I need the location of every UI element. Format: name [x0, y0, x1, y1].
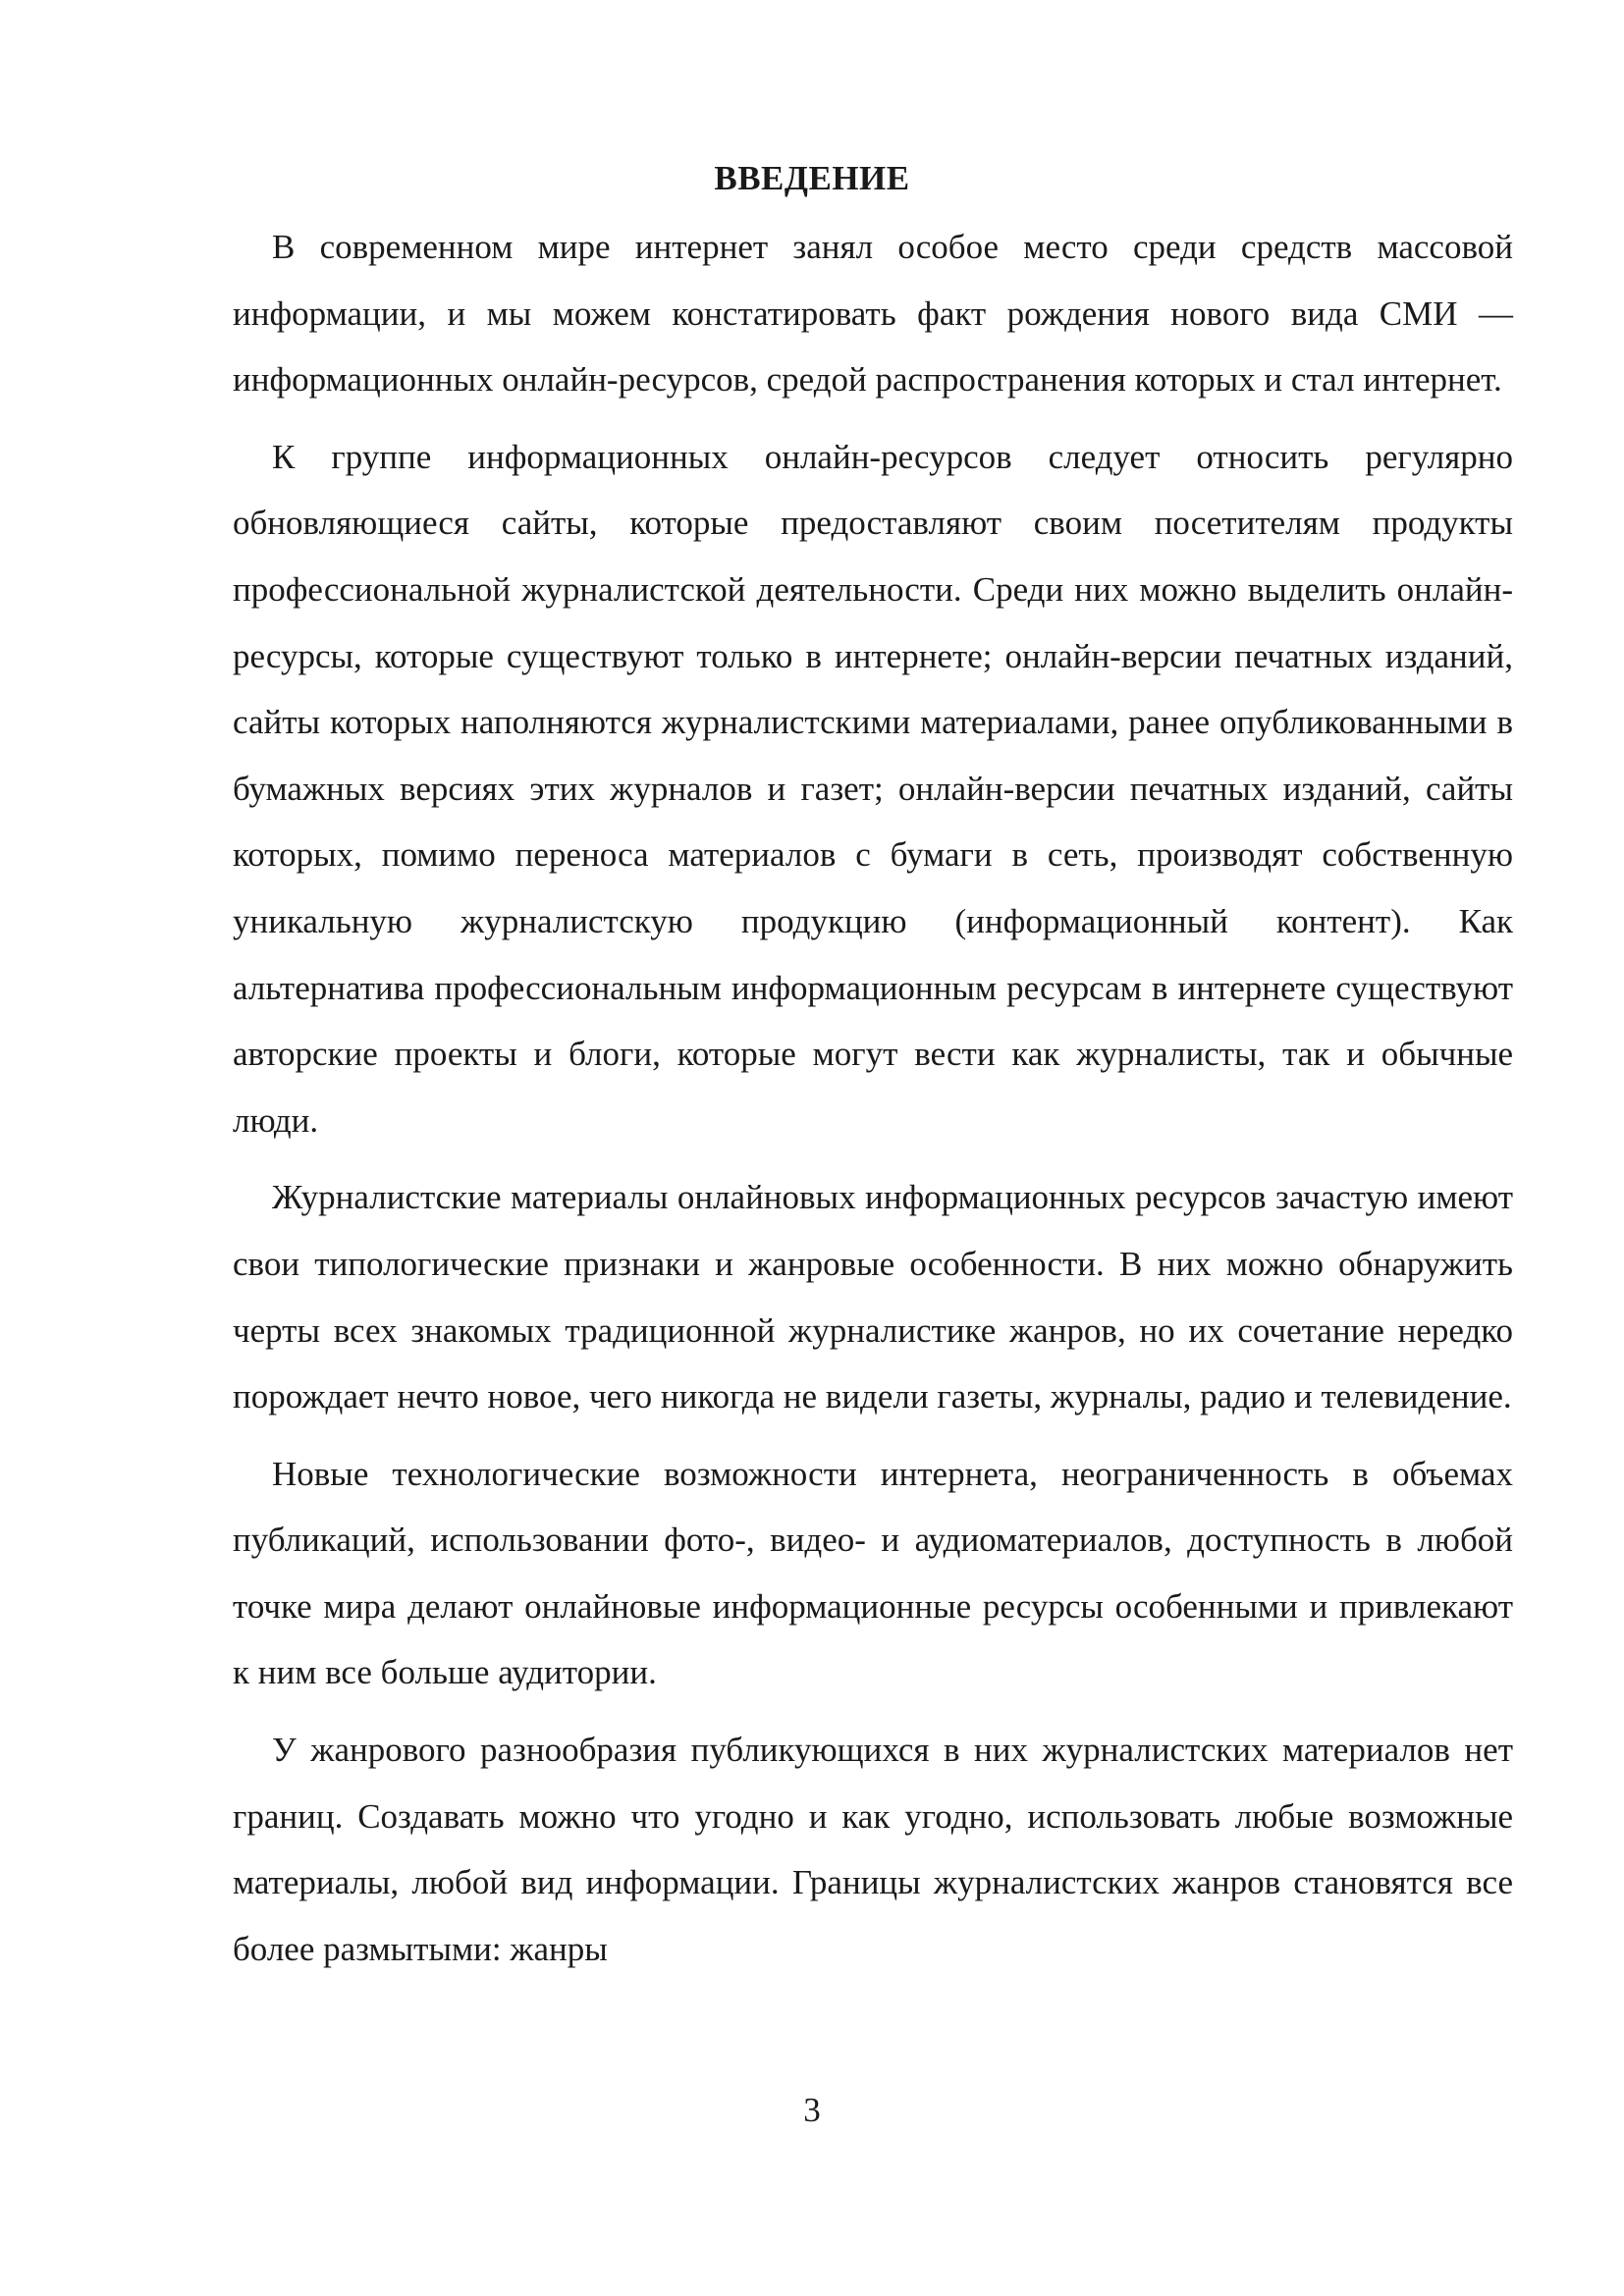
paragraph: В современном мире интернет занял особое место среди средств массовой информации, и мы можем констатировать факт рождения нового вида СМИ — информационных онлайн-ресурсов, средой распространения которых и стал интернет. [233, 228, 1513, 400]
paragraph: У жанрового разнообразия публикующихся в них журналистских материалов нет границ. Создавать можно что угодно и как угодно, использовать любые возможные материалы, любой вид информации. Границы журналистских жанров становятся все более размытыми: жанры [233, 1731, 1513, 1968]
paragraph: Журналистские материалы онлайновых информационных ресурсов зачастую имеют свои типологические признаки и жанровые особенности. В них можно обнаружить черты всех знакомых традиционной журналистике жанров, но их сочетание нередко порождает нечто новое, чего никогда не видели газеты, журналы, радио и телевидение. [233, 1178, 1513, 1416]
section-heading: ВВЕДЕНИЕ [714, 159, 910, 197]
paragraph: К группе информационных онлайн-ресурсов следует относить регулярно обновляющиеся сайты, которые предоставляют своим посетителям продукты профессиональной журналистской деятельности. Среди них можно выделить онлайн-ресурсы, которые существуют только в интернете; онлайн-версии печатных изданий, сайты которых наполняются журналистскими материалами, ранее опубликованными в бумажных версиях этих журналов и газет; онлайн-версии печатных изданий, сайты которых, помимо переноса материалов с бумаги в сеть, производят собственную уникальную журналистскую продукцию (информационный контент). Как альтернатива профессиональным информационным ресурсам в интернете существуют авторские проекты и блоги, которые могут вести как журналисты, так и обычные люди. [233, 437, 1513, 1140]
paragraph: Новые технологические возможности интернета, неограниченность в объемах публикаций, использовании фото-, видео- и аудиоматериалов, доступность в любой точке мира делают онлайновые информационные ресурсы особенными и привлекают к ним все больше аудитории. [233, 1454, 1513, 1692]
body-text [233, 214, 1513, 1982]
page-number: 3 [803, 2091, 821, 2129]
